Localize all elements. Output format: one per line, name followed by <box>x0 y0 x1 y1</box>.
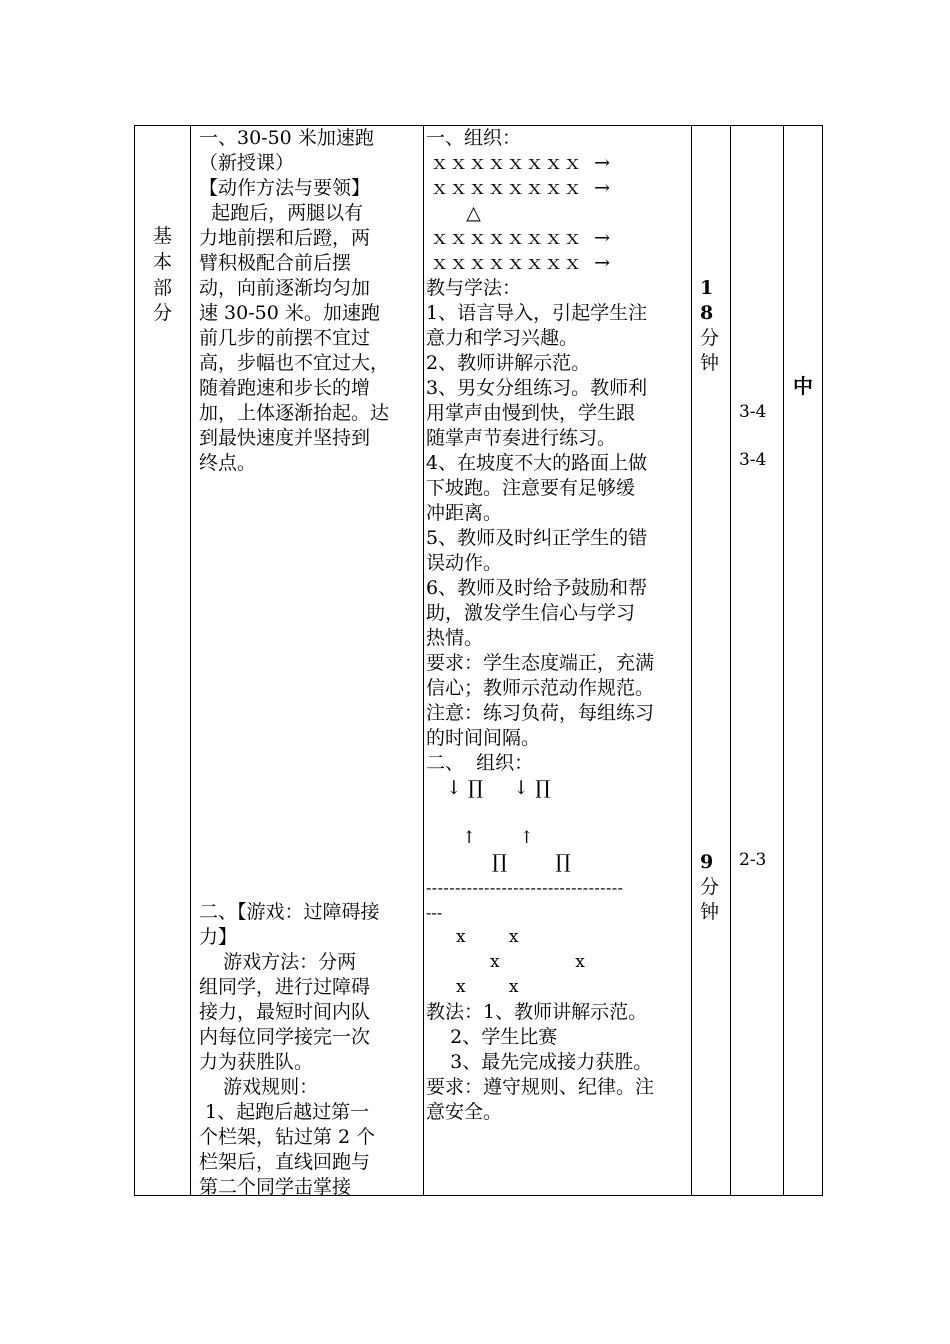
section-column <box>135 126 191 1196</box>
text-line: 注意：练习负荷，每组练习 <box>426 702 655 724</box>
intensity-value: 中 <box>793 374 813 398</box>
section-char: 基 <box>152 225 172 247</box>
diagram-arrows: ↑ ↑ <box>462 828 534 848</box>
repetitions: 2-3 <box>739 850 767 870</box>
time-digit: 8 <box>700 302 714 324</box>
text-line: 高，步幅也不宜过大， <box>199 352 390 374</box>
text-line: 接力，最短时间内队 <box>199 1001 371 1023</box>
text-line: 热情。 <box>426 627 484 649</box>
text-line: 起跑后，两腿以有 <box>199 202 364 224</box>
text-line: 冲距离。 <box>426 502 503 524</box>
method-column <box>424 126 692 1196</box>
time-digit: 9 <box>700 851 714 873</box>
text-line: 游戏方法：分两 <box>199 951 357 973</box>
text-line: 6、教师及时给予鼓励和帮 <box>426 577 648 599</box>
text-line: 5、教师及时纠正学生的错 <box>426 527 648 549</box>
count-column <box>731 126 784 1196</box>
text-line: 随掌声节奏进行练习。 <box>426 427 617 449</box>
formation-row: ｘｘｘｘｘｘｘｘ → <box>430 177 610 199</box>
text-line: 组同学，进行过障碍 <box>199 976 371 998</box>
text-line: 意安全。 <box>426 1101 503 1123</box>
text-line: 要求：遵守规则、纪律。注 <box>426 1076 655 1098</box>
text-line: 到最快速度并坚持到 <box>199 427 371 449</box>
text-line: 个栏架，钻过第 2 个 <box>199 1126 376 1148</box>
content-column <box>191 126 424 1196</box>
text-line: 用掌声由慢到快，学生跟 <box>426 402 636 424</box>
text-line: 内每位同学接完一次 <box>199 1026 371 1048</box>
text-line: 力】 <box>199 926 238 948</box>
text-line: 教与学法： <box>426 277 522 299</box>
text-line: 第二个同学击掌接 <box>199 1176 352 1198</box>
section-char: 部 <box>152 277 172 299</box>
intensity-column <box>784 126 823 1196</box>
text-line: 加，上体逐渐抬起。达 <box>199 402 390 424</box>
player-row: x x <box>490 952 585 972</box>
text-line: 臂积极配合前后摆 <box>199 252 352 274</box>
formation-row: ｘｘｘｘｘｘｘｘ → <box>430 227 610 249</box>
text-line: 二、【游戏：过障碍接 <box>199 901 380 923</box>
time-unit: 分 <box>700 876 720 898</box>
text-line: 速 30-50 米。加速跑 <box>199 302 380 324</box>
text-line: 的时间间隔。 <box>426 727 541 749</box>
text-line: 2、学生比赛 <box>426 1026 558 1048</box>
text-line: 3、男女分组练习。教师利 <box>426 377 648 399</box>
text-line: 教法：1、教师讲解示范。 <box>426 1001 648 1023</box>
text-line: 信心；教师示范动作规范。 <box>426 677 655 699</box>
time-digit: 1 <box>700 277 714 299</box>
text-line: 一、30-50 米加速跑 <box>199 127 374 149</box>
text-line: 1、语言导入，引起学生注 <box>426 302 648 324</box>
lesson-plan-table <box>134 125 823 1196</box>
time-unit: 钟 <box>700 901 720 923</box>
text-line: 终点。 <box>199 452 257 474</box>
text-line: 力地前摆和后蹬，两 <box>199 227 371 249</box>
text-line: 二、 组织： <box>426 752 534 774</box>
player-row: x x <box>456 927 519 947</box>
time-unit: 分 <box>700 327 720 349</box>
section-char: 分 <box>152 302 172 324</box>
text-line: 意力和学习兴趣。 <box>426 327 579 349</box>
time-unit: 钟 <box>700 352 720 374</box>
formation-row: ｘｘｘｘｘｘｘｘ → <box>430 252 610 274</box>
text-line: （新授课） <box>199 152 295 174</box>
time-column <box>692 126 731 1196</box>
org1-title: 一、组织： <box>426 127 522 149</box>
text-line: 前几步的前摆不宜过 <box>199 327 371 349</box>
text-line: 3、最先完成接力获胜。 <box>426 1051 653 1073</box>
text-line: 游戏规则： <box>199 1076 319 1098</box>
text-line: 误动作。 <box>426 552 503 574</box>
text-line: 4、在坡度不大的路面上做 <box>426 452 648 474</box>
text-line: 助，激发学生信心与学习 <box>426 602 636 624</box>
text-line: 2、教师讲解示范。 <box>426 352 591 374</box>
teacher-triangle: △ <box>430 202 481 224</box>
text-line: 动，向前逐渐均匀加 <box>199 277 371 299</box>
text-line: 1、起跑后越过第一 <box>199 1101 370 1123</box>
player-row: x x <box>456 977 519 997</box>
text-line: 栏架后，直线回跑与 <box>199 1151 371 1173</box>
divider-dashes: --- <box>426 903 443 922</box>
diagram-row: ∏ ∏ <box>492 851 571 873</box>
repetitions: 3-4 <box>739 450 767 470</box>
text-line: 随着跑速和步长的增 <box>199 377 371 399</box>
text-line: 下坡跑。注意要有足够缓 <box>426 477 636 499</box>
text-line: 【动作方法与要领】 <box>199 177 371 199</box>
diagram-row: ↓ ∏ ↓ ∏ <box>446 777 551 799</box>
text-line: 力为获胜队。 <box>199 1051 314 1073</box>
formation-row: ｘｘｘｘｘｘｘｘ → <box>430 152 610 174</box>
section-char: 本 <box>152 251 172 273</box>
repetitions: 3-4 <box>739 402 767 422</box>
text-line: 要求：学生态度端正，充满 <box>426 652 655 674</box>
divider-dashes: ---------------------------------- <box>426 878 624 897</box>
